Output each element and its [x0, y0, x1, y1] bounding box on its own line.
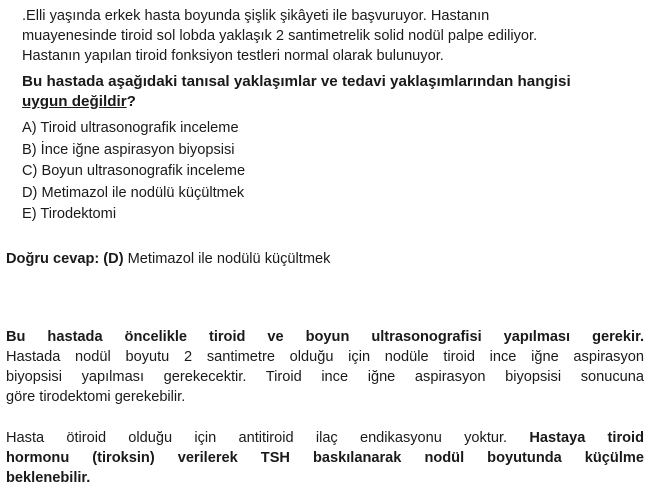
explanation-p2-line-2: hormonu (tiroksin) verilerek TSH baskılanarak nodül boyutunda küçülme	[6, 450, 644, 466]
explanation-line-4: göre tirodektomi gerekebilir.	[6, 389, 186, 405]
option-d: D) Metimazol ile nodülü küçültmek	[22, 184, 245, 201]
explanation-p2-normal: Hasta ötiroid olduğu için antitiroid ilaç endikasyonu yoktur.	[6, 430, 530, 446]
explanation-paragraph-1	[6, 327, 644, 407]
option-a: A) Tiroid ultrasonografik inceleme	[22, 120, 239, 136]
question-stem	[22, 6, 644, 66]
explanation-p2-line-3: beklenebilir.	[6, 470, 91, 486]
correct-answer-text: Metimazol ile nodülü küçültmek	[123, 251, 331, 267]
option-e: E) Tirodektomi	[22, 206, 117, 222]
answer-options	[22, 118, 644, 226]
explanation-line-2: Hastada nodül boyutu 2 santimetre olduğu için nodüle tiroid ince iğne aspirasyon	[6, 349, 644, 365]
stem-line-2: muayenesinde tiroid sol lobda yaklaşık 2 santimetrelik solid nodül palpe ediliyor.	[22, 28, 538, 44]
explanation-line-3: biyopsisi yapılması gerekecektir. Tiroid ince iğne aspirasyon biyopsisi sonucuna	[6, 369, 644, 385]
option-b: B) İnce iğne aspirasyon biyopsisi	[22, 141, 235, 158]
question-block	[22, 6, 644, 226]
explanation-p2-bold-a: Hastaya tiroid	[529, 430, 645, 446]
question-prompt	[22, 72, 644, 112]
correct-answer-label: Doğru cevap: (D)	[6, 251, 124, 267]
correct-answer	[6, 249, 330, 269]
option-c: C) Boyun ultrasonografik inceleme	[22, 163, 246, 179]
prompt-question-mark: ?	[126, 93, 136, 110]
prompt-emphasis: uygun değildir	[22, 93, 127, 110]
stem-line-3: Hastanın yapılan tiroid fonksiyon testleri normal olarak bulunuyor.	[22, 48, 444, 64]
explanation-p2-line-1	[6, 428, 644, 448]
stem-line-1: .Elli yaşında erkek hasta boyunda şişlik şikâyeti ile başvuruyor. Hastanın	[22, 8, 490, 24]
prompt-line-1: Bu hastada aşağıdaki tanısal yaklaşımlar ve tedavi yaklaşımlarından hangisi	[22, 73, 571, 90]
explanation-paragraph-2	[6, 428, 644, 488]
prompt-line-2	[22, 92, 644, 112]
explanation-lead: Bu hastada öncelikle tiroid ve boyun ultrasonografisi yapılması gerekir.	[6, 329, 644, 345]
